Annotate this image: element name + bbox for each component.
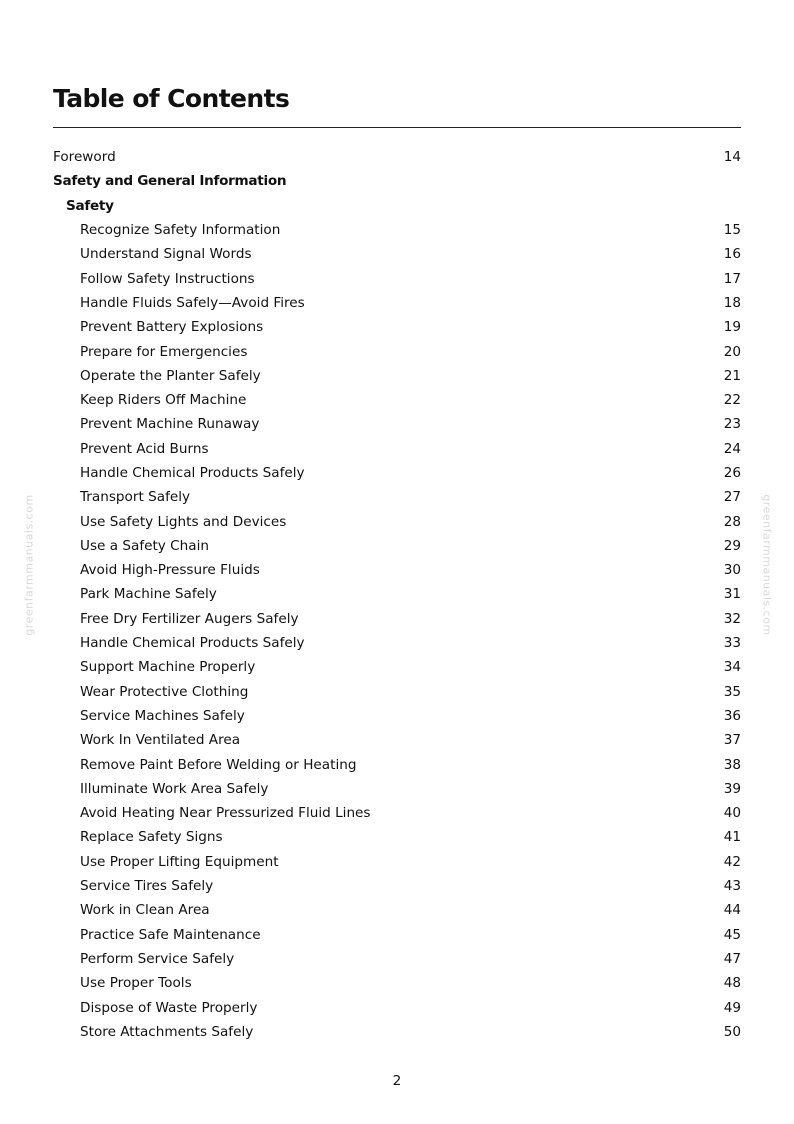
toc-entry[interactable] [53, 364, 741, 388]
toc-entry-page: 45 [723, 926, 741, 943]
toc-entry-label: Perform Service Safely [80, 950, 235, 967]
toc-entry-page: 16 [723, 246, 741, 263]
toc-entry-label: Work In Ventilated Area [80, 732, 241, 749]
toc-entry-page: 33 [723, 635, 741, 652]
toc-entry-page: 21 [723, 367, 741, 384]
toc-entry-label: Prepare for Emergencies [80, 343, 248, 360]
toc-entry-label: Handle Fluids Safely—Avoid Fires [80, 294, 305, 311]
toc-entry-page: 36 [723, 707, 741, 724]
toc-entry-label: Foreword [53, 149, 116, 166]
toc-entry[interactable] [53, 291, 741, 315]
toc-entry-label: Use Proper Lifting Equipment [80, 853, 279, 870]
toc-entry-page: 24 [723, 440, 741, 457]
toc-entry[interactable] [53, 582, 741, 606]
toc-entry[interactable] [53, 339, 741, 363]
toc-entry-page: 41 [723, 829, 741, 846]
toc-entry[interactable] [53, 655, 741, 679]
toc-entry-label: Park Machine Safely [80, 586, 217, 603]
toc-entry[interactable] [53, 315, 741, 339]
toc-entry[interactable] [53, 995, 741, 1019]
page-number: 2 [392, 1073, 402, 1089]
toc-entry-label: Prevent Acid Burns [80, 440, 209, 457]
toc-entry[interactable] [53, 923, 741, 947]
toc-entry-label: Service Tires Safely [80, 878, 214, 895]
page-title: Table of Contents [53, 84, 290, 113]
toc-entry[interactable] [53, 169, 741, 193]
toc-entry-page: 23 [723, 416, 741, 433]
toc-entry-page: 32 [723, 610, 741, 627]
toc-entry-label: Transport Safely [80, 489, 191, 506]
toc-entry-page: 40 [723, 805, 741, 822]
toc-entry-label: Wear Protective Clothing [80, 683, 249, 700]
toc-entry[interactable] [53, 898, 741, 922]
toc-entry-page: 14 [723, 149, 741, 166]
toc-entry[interactable] [53, 728, 741, 752]
toc-entry[interactable] [53, 1020, 741, 1044]
toc-entry[interactable] [53, 509, 741, 533]
toc-entry[interactable] [53, 242, 741, 266]
toc-entry-label: Use a Safety Chain [80, 537, 210, 554]
toc-entry[interactable] [53, 801, 741, 825]
toc-entry[interactable] [53, 461, 741, 485]
toc-entry-label: Service Machines Safely [80, 707, 245, 724]
toc-entry-label: Work in Clean Area [80, 902, 210, 919]
toc-entry-page: 34 [723, 659, 741, 676]
toc-entry-label: Safety [66, 197, 114, 214]
toc-entry-page: 39 [723, 780, 741, 797]
toc-entry[interactable] [53, 825, 741, 849]
toc-list [53, 145, 741, 1044]
toc-entry[interactable] [53, 850, 741, 874]
toc-entry-label: Replace Safety Signs [80, 829, 223, 846]
toc-entry[interactable] [53, 631, 741, 655]
toc-entry-label: Keep Riders Off Machine [80, 392, 247, 409]
toc-entry-label: Prevent Battery Explosions [80, 319, 264, 336]
toc-entry-label: Remove Paint Before Welding or Heating [80, 756, 357, 773]
toc-entry-page: 49 [723, 999, 741, 1016]
toc-entry-page: 22 [723, 392, 741, 409]
toc-entry-label: Practice Safe Maintenance [80, 926, 261, 943]
toc-entry-page: 28 [723, 513, 741, 530]
title-divider [53, 127, 741, 128]
toc-entry-label: Avoid High-Pressure Fluids [80, 562, 260, 579]
toc-entry[interactable] [53, 752, 741, 776]
toc-entry-label: Use Proper Tools [80, 975, 192, 992]
toc-entry-page: 29 [723, 537, 741, 554]
toc-entry-label: Handle Chemical Products Safely [80, 465, 305, 481]
toc-entry-label: Follow Safety Instructions [80, 270, 255, 287]
toc-entry-label: Free Dry Fertilizer Augers Safely [80, 610, 299, 627]
toc-entry-label: Store Attachments Safely [80, 1023, 254, 1040]
toc-entry-page: 31 [723, 586, 741, 603]
toc-entry[interactable] [53, 412, 741, 436]
toc-entry-page: 43 [723, 878, 741, 895]
toc-entry-page: 44 [723, 902, 741, 919]
toc-entry[interactable] [53, 388, 741, 412]
toc-entry-label: Avoid Heating Near Pressurized Fluid Lines [80, 805, 371, 822]
toc-entry-page: 15 [723, 222, 741, 239]
toc-entry-page: 50 [723, 1023, 741, 1040]
watermark-left: greenfarmmanuals.com [22, 494, 36, 636]
toc-entry[interactable] [53, 947, 741, 971]
toc-entry-page: 38 [723, 756, 741, 773]
toc-entry[interactable] [53, 874, 741, 898]
watermark-right: greenfarmmanuals.com [760, 494, 774, 636]
toc-entry-page: 20 [723, 343, 741, 360]
toc-entry-label: Use Safety Lights and Devices [80, 513, 287, 530]
toc-entry[interactable] [53, 558, 741, 582]
toc-entry-page: 30 [723, 562, 741, 579]
toc-entry-label: Recognize Safety Information [80, 222, 281, 239]
toc-entry-label: Safety and General Information [53, 173, 287, 190]
toc-entry-page: 48 [723, 975, 741, 992]
toc-entry-page: 18 [723, 294, 741, 311]
toc-entry-page: 47 [723, 950, 741, 967]
toc-entry[interactable] [53, 704, 741, 728]
toc-entry-page: 37 [723, 732, 741, 749]
toc-entry-page: 26 [723, 465, 741, 481]
toc-entry[interactable] [53, 145, 741, 169]
toc-entry[interactable] [53, 777, 741, 801]
toc-entry-page: 27 [723, 489, 741, 506]
toc-entry[interactable] [53, 534, 741, 558]
toc-entry[interactable] [53, 194, 741, 218]
toc-entry[interactable] [53, 218, 741, 242]
toc-entry-label: Illuminate Work Area Safely [80, 780, 269, 797]
toc-entry-label: Operate the Planter Safely [80, 367, 261, 384]
toc-entry[interactable] [53, 680, 741, 704]
toc-entry[interactable] [53, 266, 741, 290]
toc-entry-label: Understand Signal Words [80, 246, 252, 263]
toc-entry-page: 19 [723, 319, 741, 336]
toc-entry-page: 17 [723, 270, 741, 287]
toc-entry-label: Support Machine Properly [80, 659, 256, 676]
toc-entry[interactable] [53, 607, 741, 631]
toc-entry-label: Dispose of Waste Properly [80, 999, 258, 1016]
toc-entry[interactable] [53, 971, 741, 995]
toc-entry-page: 42 [723, 853, 741, 870]
toc-entry-label: Handle Chemical Products Safely [80, 635, 305, 652]
toc-entry-page: 35 [723, 683, 741, 700]
toc-entry[interactable] [53, 485, 741, 509]
toc-entry[interactable] [53, 437, 741, 461]
toc-entry-label: Prevent Machine Runaway [80, 416, 260, 433]
